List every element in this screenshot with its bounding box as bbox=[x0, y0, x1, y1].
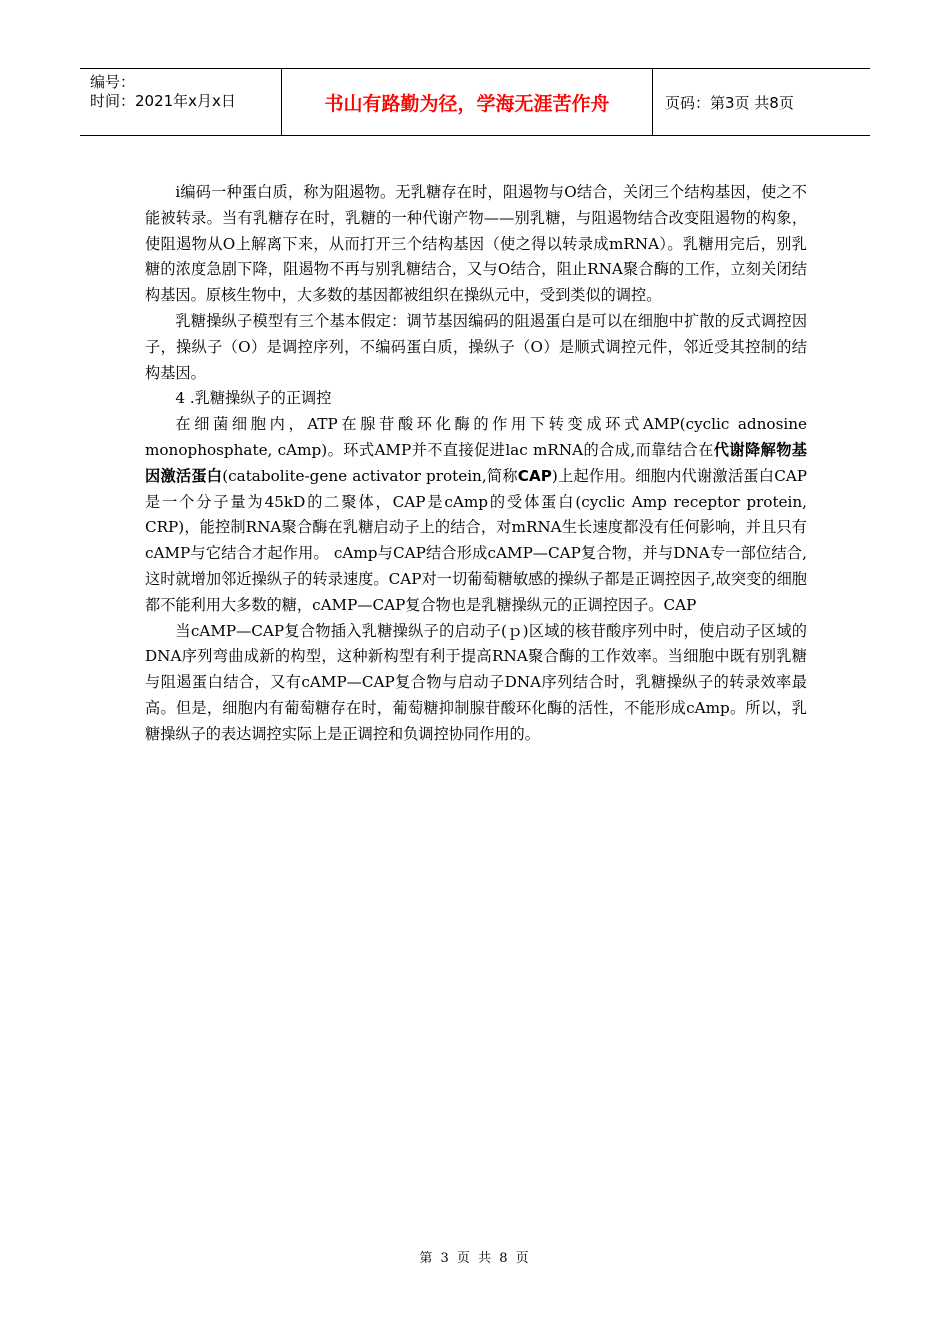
page-header bbox=[80, 68, 870, 136]
document-date: 时间：2021年x月x日 bbox=[90, 92, 236, 110]
header-meta bbox=[80, 69, 282, 135]
paragraph-3-part-c: )上起作用。细胞内代谢激活蛋白CAP是一个分子量为45kD的二聚体，CAP是cAmp的受体蛋白(cyclic Amp receptor protein, CRP)，能控制RNA聚合酶在乳糖启动子上的结合，对mRNA生长速度都没有任何影响，并且只有cAMP与它结合才起作用。 cAmp与CAP结合形成cAMP—CAP复合物，并与DNA专一部位结合,这时就增加邻近操纵子的转录速度。CAP对一切葡萄糖敏感的操纵子都是正调控因子,故突变的细胞都不能利用大多数的糖，cAMP—CAP复合物也是乳糖操纵元的正调控因子。CAP bbox=[145, 466, 808, 614]
paragraph-3-part-a: 在细菌细胞内，ATP在腺苷酸环化酶的作用下转变成环式AMP(cyclic adnosine monophosphate, cAmp)。环式AMP并不直接促进lac mRNA的合成,而靠结合在 bbox=[145, 415, 807, 459]
paragraph-3-part-b: (catabolite-gene activator protein,简称 bbox=[222, 466, 518, 485]
document-body bbox=[145, 180, 807, 748]
term-cap-full: 代谢降解物基因激活蛋白 bbox=[145, 440, 807, 485]
paragraph-2: 乳糖操纵子模型有三个基本假定：调节基因编码的阻遏蛋白是可以在细胞中扩散的反式调控因子，操纵子（O）是调控序列，不编码蛋白质，操纵子（O）是顺式调控元件，邻近受其控制的结构基因。 bbox=[145, 311, 807, 382]
section-heading: 4 .乳糖操纵子的正调控 bbox=[175, 389, 332, 408]
header-page-info: 页码：第3页 共8页 bbox=[665, 93, 794, 112]
paragraph-1: i编码一种蛋白质，称为阻遏物。无乳糖存在时，阻遏物与O结合，关闭三个结构基因，使之不能被转录。当有乳糖存在时，乳糖的一种代谢产物——别乳糖，与阻遏物结合改变阻遏物的构象，使阻遏物从O上解离下来，从而打开三个结构基因（使之得以转录成mRNA）。乳糖用完后，别乳糖的浓度急剧下降，阻遏物不再与别乳糖结合，又与O结合，阻止RNA聚合酶的工作，立刻关闭结构基因。原核生物中，大多数的基因都被组织在操纵元中，受到类似的调控。 bbox=[145, 183, 807, 305]
document-number-label: 编号： bbox=[90, 73, 136, 91]
paragraph-4: 当cAMP—CAP复合物插入乳糖操纵子的启动子(ｐ)区域的核苷酸序列中时，使启动子区域的DNA序列弯曲成新的构型，这种新构型有利于提高RNA聚合酶的工作效率。当细胞中既有别乳糖与阻遏蛋白结合，又有cAMP—CAP复合物与启动子DNA序列结合时，乳糖操纵子的转录效率最高。但是，细胞内有葡萄糖存在时，葡萄糖抑制腺苷酸环化酶的活性，不能形成cAmp。所以，乳糖操纵子的表达调控实际上是正调控和负调控协同作用的。 bbox=[145, 621, 807, 743]
term-cap: CAP bbox=[517, 466, 552, 485]
paragraph-3 bbox=[145, 412, 807, 618]
page-footer: 第 3 页 共 8 页 bbox=[419, 1251, 531, 1266]
header-motto: 书山有路勤为径，学海无涯苦作舟 bbox=[282, 69, 653, 135]
